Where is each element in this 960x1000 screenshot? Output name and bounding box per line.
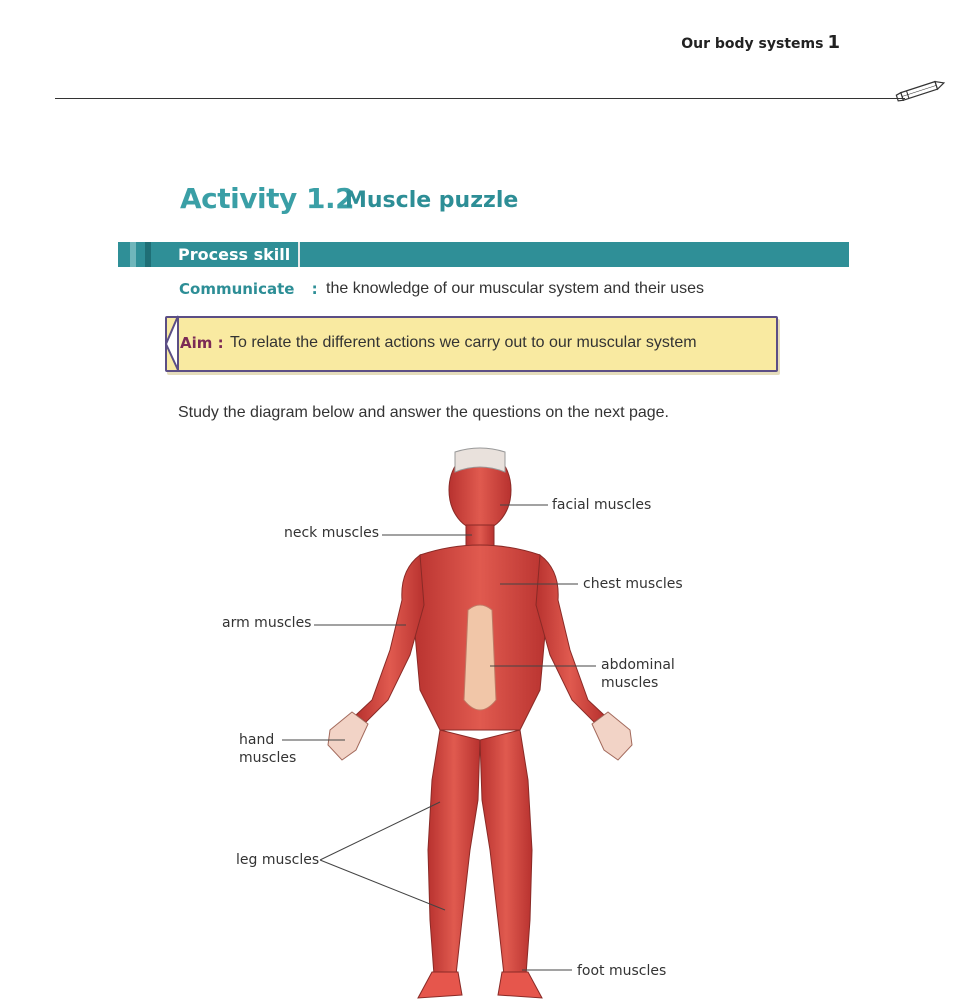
right-foot <box>498 972 542 998</box>
label-hand-line1: hand <box>239 732 275 748</box>
header-title: Our body systems <box>681 36 824 52</box>
left-hand <box>328 712 368 760</box>
label-facial-muscles: facial muscles <box>552 497 652 513</box>
label-abdominal-muscles <box>601 656 675 692</box>
communicate-separator: : <box>311 280 318 298</box>
left-leg <box>428 730 480 975</box>
left-arm <box>356 555 424 722</box>
communicate-label-text: Communicate <box>179 280 295 298</box>
aim-label: Aim : <box>180 334 224 352</box>
label-foot-muscles: foot muscles <box>577 963 667 979</box>
label-hand-muscles <box>239 731 296 767</box>
communicate-text: the knowledge of our muscular system and their uses <box>326 280 704 297</box>
instruction-text: Study the diagram below and answer the questions on the next page. <box>178 404 669 421</box>
chapter-number: 1 <box>827 32 840 53</box>
label-chest-muscles: chest muscles <box>583 576 683 592</box>
aim-text: To relate the different actions we carry out to our muscular system <box>230 334 697 351</box>
left-foot <box>418 972 462 998</box>
activity-title: Muscle puzzle <box>345 188 519 213</box>
right-leg <box>480 730 532 975</box>
label-abdominal-line1: abdominal <box>601 657 675 673</box>
activity-number: Activity 1.2 <box>180 182 355 215</box>
label-leg-muscles: leg muscles <box>236 852 320 868</box>
right-hand <box>592 712 632 760</box>
label-hand-line2: muscles <box>239 750 297 766</box>
process-skill-label: Process skill <box>170 242 300 267</box>
label-neck-muscles: neck muscles <box>284 525 380 541</box>
label-abdominal-line2: muscles <box>601 675 659 691</box>
label-arm-muscles: arm muscles <box>222 615 312 631</box>
abdomen <box>464 605 496 710</box>
